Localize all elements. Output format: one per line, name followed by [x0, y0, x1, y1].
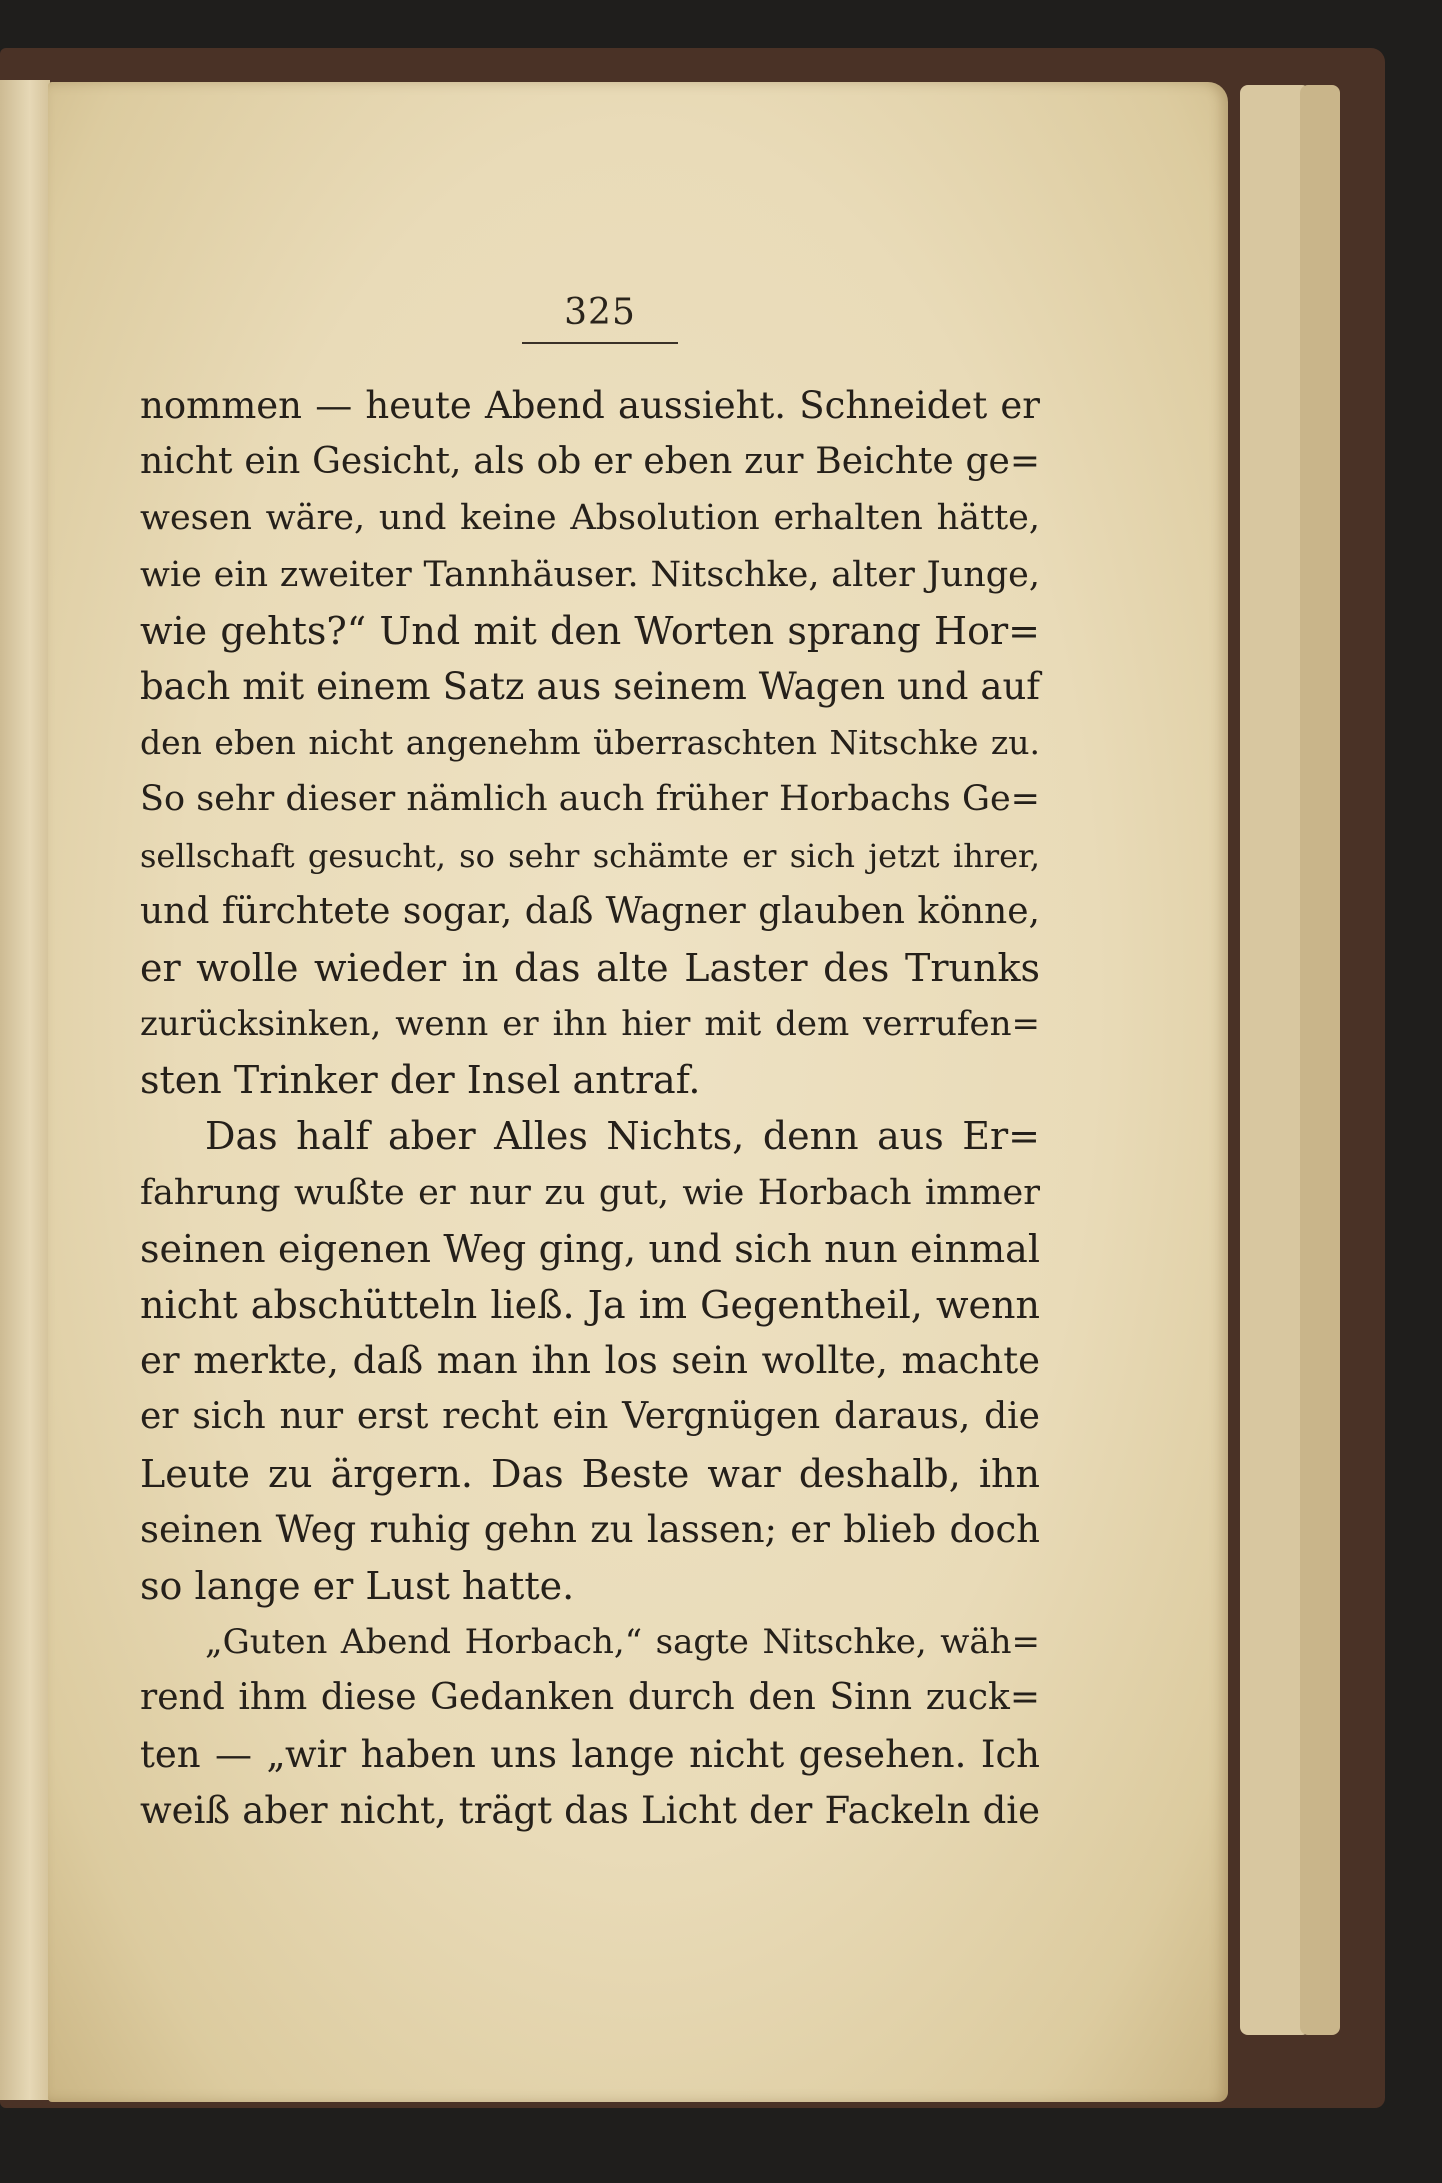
text-line: er sich nur erst recht ein Vergnügen daraus, die — [140, 1396, 1040, 1438]
page-text — [140, 378, 1040, 1839]
text-line: und fürchtete sogar, daß Wagner glauben könne, — [140, 890, 1040, 932]
text-line: nommen — heute Abend aussieht. Schneidet er — [140, 384, 1040, 427]
text-line: zurücksinken, wenn er ihn hier mit dem verrufen= — [140, 1004, 1040, 1045]
text-line: er merkte, daß man ihn los sein wollte, machte — [140, 1339, 1040, 1383]
text-line: er wolle wieder in das alte Laster des Trunks — [140, 945, 1040, 990]
text-line: sten Trinker der Insel antraf. — [140, 1058, 701, 1103]
text-line: so lange er Lust hatte. — [140, 1563, 575, 1608]
text-line: rend ihm diese Gedanken durch den Sinn zuck= — [140, 1677, 1040, 1719]
text-line: „Guten Abend Horbach,“ sagte Nitschke, wäh= — [205, 1622, 1040, 1663]
page-number: 325 — [564, 292, 636, 333]
text-line: So sehr dieser nämlich auch früher Horbachs Ge= — [140, 779, 1040, 820]
left-page-edge — [0, 80, 50, 2100]
text-line: Leute zu ärgern. Das Beste war deshalb, ihn — [140, 1451, 1040, 1496]
text-line: seinen eigenen Weg ging, und sich nun einmal — [140, 1226, 1040, 1271]
text-line: den eben nicht angenehm überraschten Nitschke zu. — [140, 723, 1040, 763]
text-line: seinen Weg ruhig gehn zu lassen; er blieb doch — [140, 1507, 1040, 1551]
text-line: wesen wäre, und keine Absolution erhalten hätte, — [140, 498, 1040, 539]
text-line: wie ein zweiter Tannhäuser. Nitschke, alter Junge, — [140, 554, 1040, 595]
text-line: wie gehts?“ Und mit den Worten sprang Hor= — [140, 608, 1040, 653]
text-line: nicht abschütteln ließ. Ja im Gegentheil, wenn — [140, 1283, 1040, 1327]
text-line: ten — „wir haben uns lange nicht gesehen. Ich — [140, 1732, 1040, 1776]
text-line: sellschaft gesucht, so sehr schämte er sich jetzt ihrer, — [140, 836, 1040, 875]
text-line: fahrung wußte er nur zu gut, wie Horbach immer — [140, 1172, 1040, 1213]
text-line: bach mit einem Satz aus seinem Wagen und auf — [140, 664, 1040, 708]
page-edges-outer — [1300, 85, 1340, 2035]
text-line: weiß aber nicht, trägt das Licht der Fackeln die — [140, 1788, 1040, 1832]
text-line: Das half aber Alles Nichts, denn aus Er= — [205, 1114, 1040, 1159]
header-rule — [522, 342, 678, 344]
text-line: nicht ein Gesicht, als ob er eben zur Beichte ge= — [140, 441, 1040, 483]
